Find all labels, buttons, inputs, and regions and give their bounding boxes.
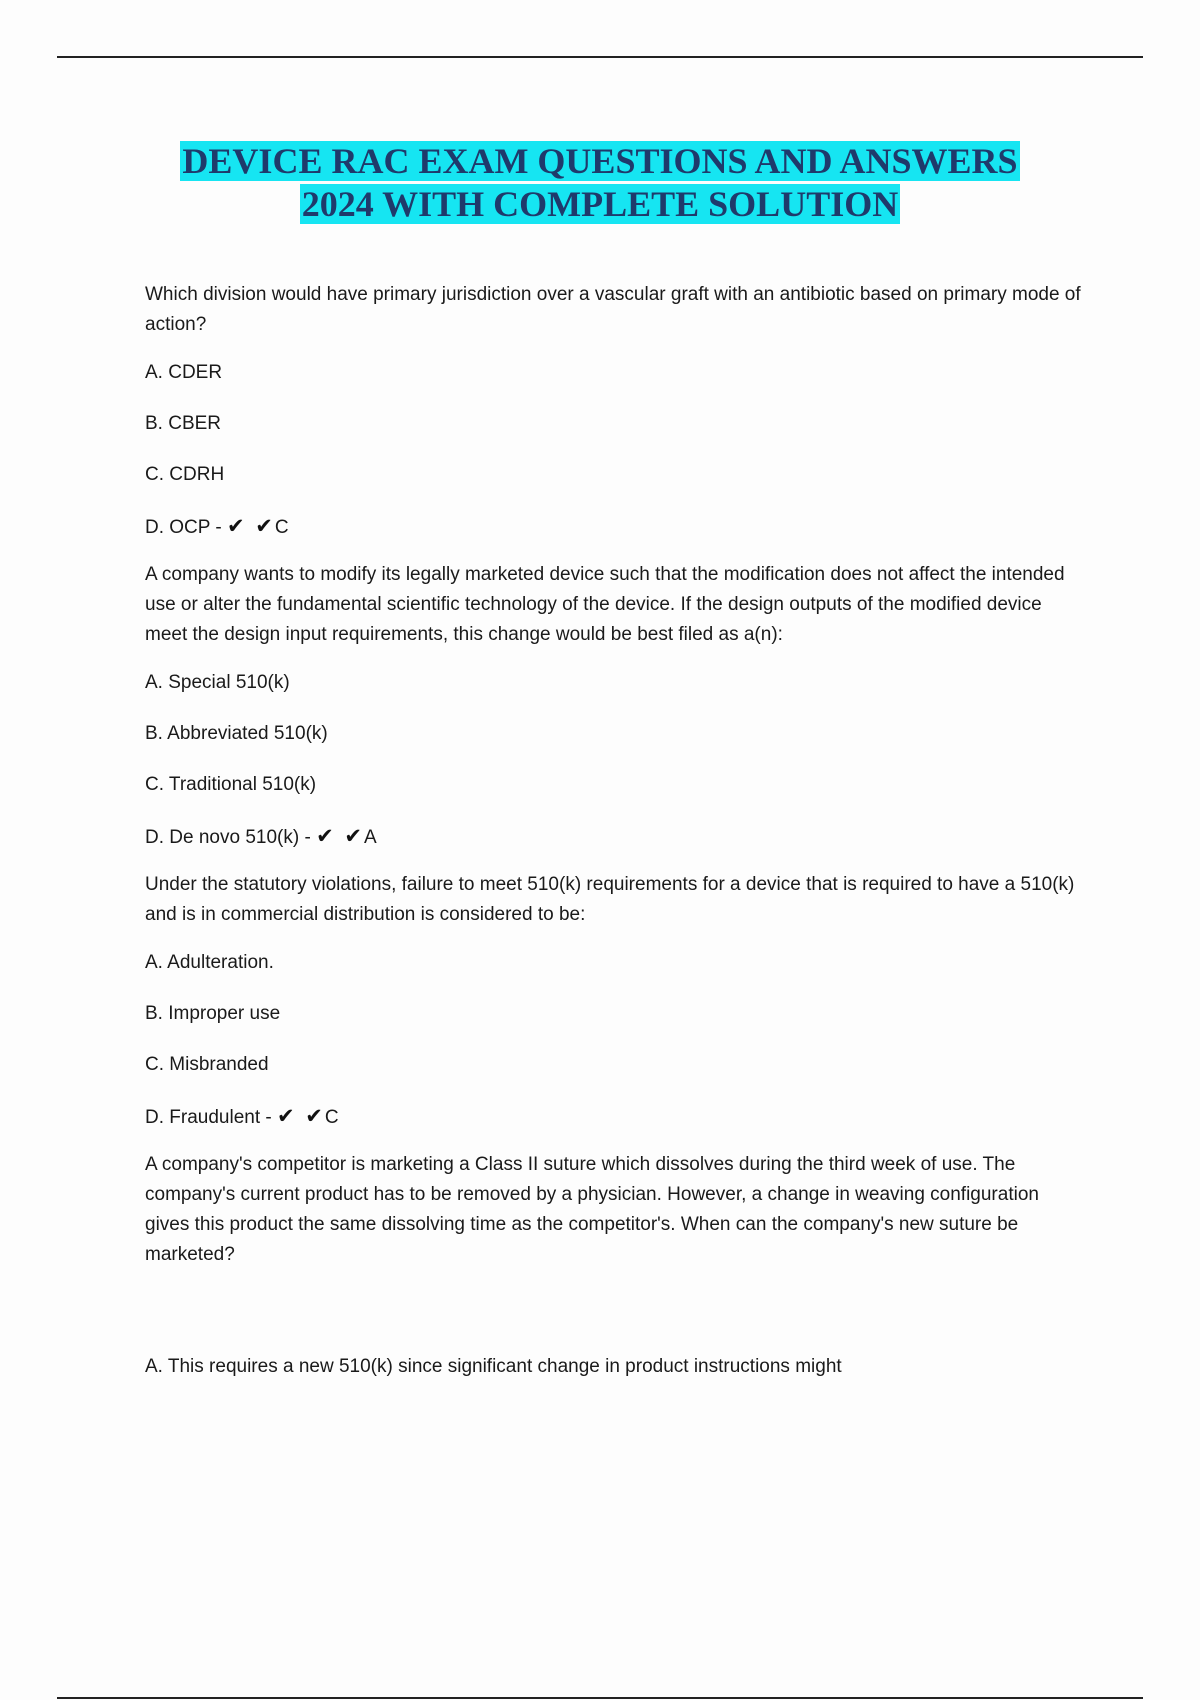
question-4-text: A company's competitor is marketing a Class II suture which dissolves during the third week of use. The company's current product has to be removed by a physician. However, a change in weaving configuration gives this product the same dissolving time as the competitor's. When can the company's new suture be marketed? xyxy=(145,1154,1039,1265)
question-3-option-d xyxy=(145,1101,1085,1133)
question-2-option-d-label: D. De novo 510(k) - xyxy=(145,827,311,848)
question-3-option-a: A. Adulteration. xyxy=(145,952,274,973)
question-3-option-c: C. Misbranded xyxy=(145,1054,269,1075)
top-rule xyxy=(57,56,1143,58)
question-1-option-d-label: D. OCP - xyxy=(145,517,222,538)
blank-space xyxy=(145,1288,1085,1352)
question-2-text: A company wants to modify its legally marketed device such that the modification does not affect the intended use or alter the fundamental scientific technology of the device. If the design outputs of the modified device meet the design input requirements, this change would be best filed as a(n): xyxy=(145,564,1065,645)
question-2-option-c: C. Traditional 510(k) xyxy=(145,774,317,795)
question-3-text: Under the statutory violations, failure to meet 510(k) requirements for a device that is required to have a 510(k) and is in commercial distribution is considered to be: xyxy=(145,874,1075,925)
question-2-option-b: B. Abbreviated 510(k) xyxy=(145,723,328,744)
question-2-answer: A xyxy=(363,827,377,848)
title-line-2: 2024 WITH COMPLETE SOLUTION xyxy=(301,184,899,224)
question-1-option-b: B. CBER xyxy=(145,413,222,434)
question-2-option-d xyxy=(145,821,1085,853)
question-1-answer: C xyxy=(274,517,289,538)
question-3-option-d-label: D. Fraudulent - xyxy=(145,1107,272,1128)
question-3-answer: C xyxy=(324,1107,339,1128)
question-1-text: Which division would have primary jurisdiction over a vascular graft with an antibiotic based on primary mode of action? xyxy=(145,284,1081,335)
document-body xyxy=(145,280,1085,1403)
page-title xyxy=(0,140,1200,226)
bottom-rule xyxy=(57,1697,1143,1699)
double-check-icon: ✔ ✔ xyxy=(227,514,275,538)
double-check-icon: ✔ ✔ xyxy=(277,1104,325,1128)
question-2-option-a: A. Special 510(k) xyxy=(145,672,290,693)
title-line-1: DEVICE RAC EXAM QUESTIONS AND ANSWERS xyxy=(182,141,1018,181)
question-1-option-d xyxy=(145,511,1085,543)
question-3-option-b: B. Improper use xyxy=(145,1003,281,1024)
question-1-option-a: A. CDER xyxy=(145,362,223,383)
double-check-icon: ✔ ✔ xyxy=(316,824,364,848)
question-4-option-a: A. This requires a new 510(k) since significant change in product instructions might xyxy=(145,1356,842,1377)
question-1-option-c: C. CDRH xyxy=(145,464,225,485)
